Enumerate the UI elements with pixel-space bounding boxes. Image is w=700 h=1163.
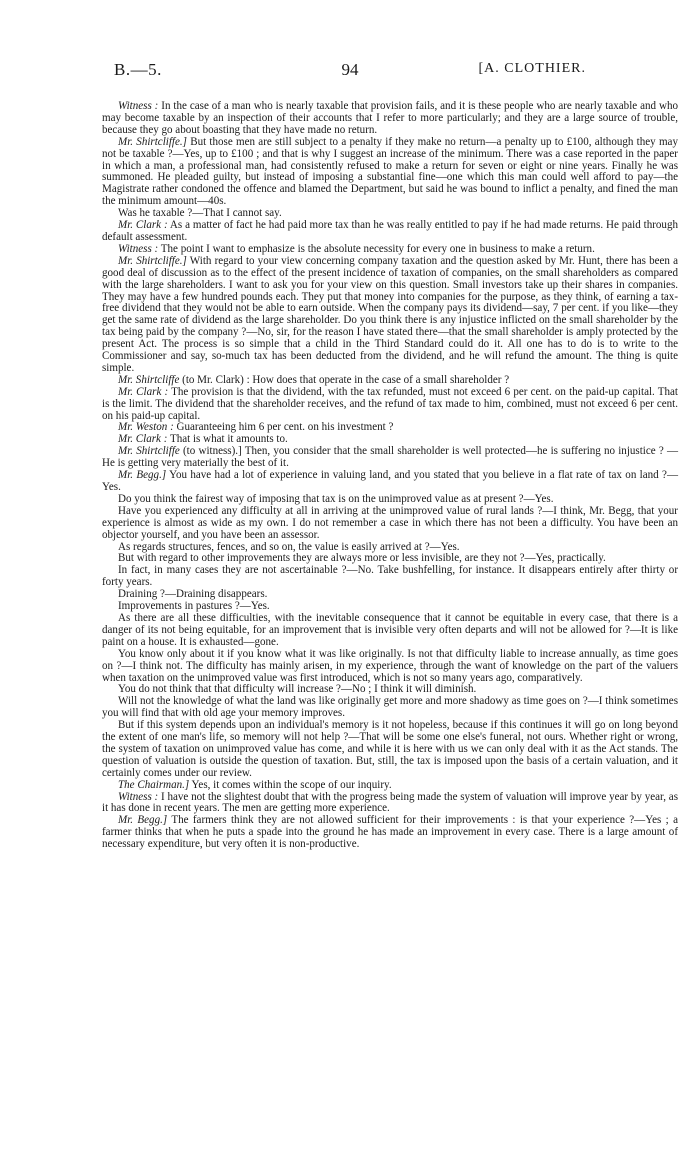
transcript-paragraph [102, 613, 678, 649]
paragraph-text: The provision is that the dividend, with the tax refunded, must not exceed 6 per cent. on the paid-up capital. That is the limit. The dividend that the shareholder receives, and the refund of tax made to him, combined, must not exceed 6 per cent. on his paid-up capital. [102, 385, 678, 422]
paragraph-text: As there are all these difficulties, with the inevitable consequence that it cannot be equitable in every case, that there is a danger of its not being equitable, for an improvement that is invisible very often departs and will not be allowed for ?—It is like paint on a house. It is exhausted—gone. [102, 611, 678, 648]
transcript-paragraph [102, 815, 678, 851]
transcript-paragraph [102, 446, 678, 470]
document-code: B.—5. [114, 60, 162, 79]
paragraph-text: (to witness).] Then, you consider that the small shareholder is well protected—he is suffering no injustice ? —He is getting very materially the best of it. [102, 445, 679, 470]
speaker-label: Mr. Shirtcliffe [118, 445, 180, 458]
paragraph-text: (to Mr. Clark) : How does that operate in the case of a small shareholder ? [179, 373, 510, 386]
paragraph-text: With regard to your view concerning company taxation and the question asked by Mr. Hunt, there has been a good deal of discussion as to the effect of the present incidence of taxation of companies, on the small shareholders as compared with the large shareholders. I want to ask you for your view on this question. Small investors take up their shares in companies. They may have a few hundred pounds each. They put that money into companies for the purpose, as they think, of earning a tax-free dividend that they would not be able to earn outside. When the company pays its dividend—say, 7 per cent. if you like—they get the same rate of dividend as the large shareholder. Do you think there is any injustice inflicted on the small shareholder by the tax being paid by the company ?—No, sir, for the reason I have stated there—that the small shareholder is amply protected by the present Act. The process is so simple that a child in the Third Standard could do it. All one has to do is to write to the Commissioner and say, so-much tax has been deducted from the dividend, and he will refund the amount. The thing is quite simple. [102, 254, 678, 374]
speaker-label: Mr. Shirtcliffe [118, 373, 180, 386]
transcript-paragraph [102, 792, 678, 816]
paragraph-text: Improvements in pastures ?—Yes. [118, 600, 270, 613]
transcript-paragraph [102, 470, 678, 494]
speaker-label: Mr. Weston : [118, 421, 174, 434]
speaker-label: Mr. Begg.] [118, 814, 168, 827]
speaker-label: Mr. Clark : [118, 385, 169, 398]
transcript-paragraph [102, 137, 678, 208]
paragraph-text: Draining ?—Draining disappears. [118, 588, 268, 601]
transcript-paragraph [102, 565, 678, 589]
transcript-paragraph [102, 696, 678, 720]
speaker-label: The Chairman.] [118, 778, 190, 791]
speaker-label: Mr. Shirtcliffe.] [118, 254, 187, 267]
paragraph-text: But if this system depends upon an individual's memory is it not hopeless, because if this continues it will go on long beyond the extent of one man's life, so memory will not help ?—That will be some one else's funeral, not ours. Whether right or wrong, the system of taxation on unimproved value has come, and while it is here with us we can only deal with it as the Act stands. The question of valuation is outside the question of taxation. But, still, the tax is imposed upon the basis of a certain valuation, and it certainly comes under our review. [102, 719, 678, 779]
paragraph-text: But with regard to other improvements they are always more or less invisible, are they not ?—Yes, practically. [118, 552, 606, 565]
paragraph-text: You have had a lot of experience in valuing land, and you stated that you believe in a flat rate of tax on land ?—Yes. [102, 469, 678, 493]
paragraph-text: You know only about it if you know what it was like originally. Is not that difficulty liable to increase annually, as time goes on ?—I think not. The difficulty has mainly arisen, in my experience, through the want of knowledge on the part of the valuers when taxation on the unimproved value was first introduced, which is not so many years ago, comparatively. [102, 647, 678, 684]
witness-name: [A. CLOTHIER. [478, 61, 586, 76]
speaker-label: Witness : [118, 242, 159, 255]
paragraph-text: The point I want to emphasize is the absolute necessity for every one in business to make a return. [158, 242, 595, 255]
paragraph-text: You do not think that that difficulty will increase ?—No ; I think it will diminish. [118, 683, 477, 696]
paragraph-text: The farmers think they are not allowed sufficient for their improvements : is that your experience ?—Yes ; a farmer thinks that when he puts a spade into the ground he has made an improvement in every case. There is a large amount of necessary expenditure, but very often it is non-productive. [102, 814, 679, 851]
paragraph-text: But those men are still subject to a penalty if they make no return—a penalty up to £100, although they may not be taxable ?—Yes, up to £100 ; and that is why I suggest an increase of the minimum. There was a case reported in the paper in which a man, a professional man, had consistently refused to make a return for seven or eight or nine years. Finally he was summoned. He pleaded guilty, but instead of imposing a substantial fine—one which this man could well afford to pay—the Magistrate rather condoned the offence and blamed the Department, but said he was bound to inflict a penalty, and fined the man the minimum amount—40s. [102, 135, 678, 208]
page-number: 94 [341, 60, 359, 79]
transcript-paragraph [102, 649, 678, 685]
transcript-paragraph [102, 387, 678, 423]
page-header [114, 60, 586, 80]
paragraph-text: I have not the slightest doubt that with the progress being made the system of valuation will improve year by year, as it has done in recent years. The men are getting more experience. [102, 790, 679, 815]
speaker-label: Witness : [118, 790, 159, 803]
speaker-label: Mr. Begg.] [118, 469, 167, 482]
transcript-paragraph [102, 101, 678, 137]
paragraph-text: Have you experienced any difficulty at all in arriving at the unimproved value of rural lands ?—I think, Mr. Begg, that your experience is almost as wide as my own. I do not remember a case in which there has not been a difficulty. You have been an objector yourself, and you have been an assessor. [102, 504, 678, 541]
paragraph-text: Do you think the fairest way of imposing that tax is on the unimproved value as at present ?—Yes. [118, 492, 554, 505]
paragraph-text: In the case of a man who is nearly taxable that provision fails, and it is these people who are nearly taxable and who may become taxable by an inspection of their accounts that I refer to more particularly; and they are a large source of trouble, because they go about boasting that they have made no return. [102, 100, 678, 136]
paragraph-text: In fact, in many cases they are not ascertainable ?—No. Take bushfelling, for instance. It disappears entirely after thirty or forty years. [102, 564, 678, 589]
paragraph-text: That is what it amounts to. [167, 433, 288, 446]
transcript-paragraph [102, 220, 678, 244]
transcript-paragraph [102, 720, 678, 780]
speaker-label: Mr. Clark : [118, 219, 168, 232]
transcript-paragraph [102, 256, 678, 375]
speaker-label: Witness : [118, 100, 159, 112]
transcript-body [102, 101, 678, 851]
paragraph-text: Will not the knowledge of what the land was like originally get more and more shadowy as time goes on ?—I think sometimes you will find that with old age your memory improves. [102, 695, 678, 720]
paragraph-text: Guaranteeing him 6 per cent. on his investment ? [173, 421, 394, 434]
paragraph-text: As a matter of fact he had paid more tax than he was really entitled to pay if he had made returns. He paid through default assessment. [102, 219, 679, 243]
transcript-paragraph [102, 506, 678, 542]
paragraph-text: Yes, it comes within the scope of our inquiry. [189, 778, 392, 791]
speaker-label: Mr. Clark : [118, 433, 168, 446]
speaker-label: Mr. Shirtcliffe.] [118, 135, 187, 148]
paragraph-text: Was he taxable ?—That I cannot say. [118, 207, 282, 220]
paragraph-text: As regards structures, fences, and so on, the value is easily arrived at ?—Yes. [118, 540, 460, 553]
